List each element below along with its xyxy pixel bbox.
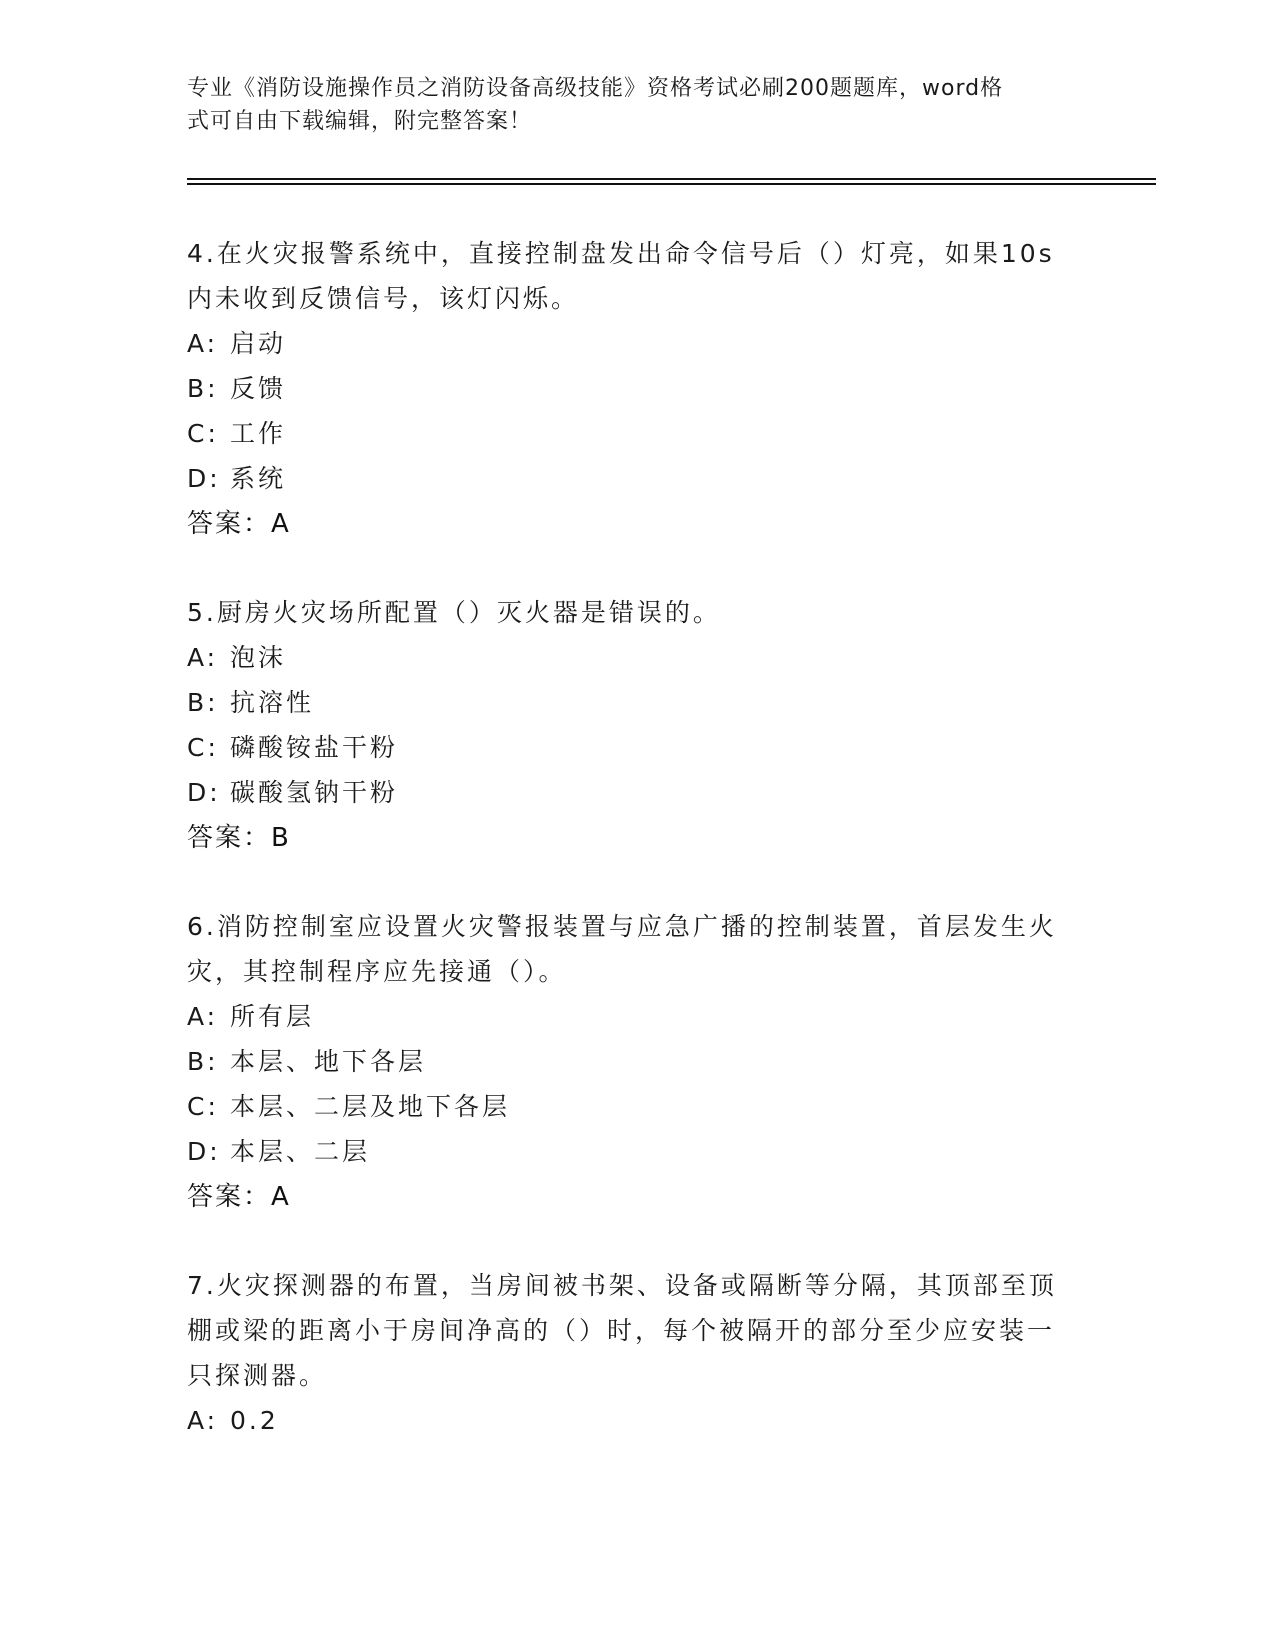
answer-line: 答案：A [187,509,291,539]
option-key: B: [187,1047,219,1076]
option-b [187,366,1087,411]
answer-line: 答案：A [187,1182,291,1212]
option-key: B: [187,688,219,717]
option-text: 启动 [230,329,287,358]
option-key: C: [187,1092,219,1121]
question-stem: 5.厨房火灾场所配置（）灭火器是错误的。 [187,598,721,627]
question-item [187,904,1087,1221]
question-item [187,231,1087,548]
option-d [187,456,1087,501]
option-text: 反馈 [230,374,287,403]
option-key: B: [187,374,219,403]
question-stem: 7.火灾探测器的布置，当房间被书架、设备或隔断等分隔，其顶部至顶棚或梁的距离小于房间净高的（）时，每个被隔开的部分至少应安装一只探测器。 [187,1271,1057,1390]
option-c [187,411,1087,456]
option-key: D: [187,464,221,493]
option-key: A: [187,329,219,358]
option-text: 磷酸铵盐干粉 [230,733,399,762]
option-text: 工作 [230,419,287,448]
option-c [187,725,1087,770]
question-list [187,231,1087,1485]
option-d [187,1129,1087,1174]
option-key: D: [187,1137,221,1166]
option-a [187,994,1087,1039]
option-text: 抗溶性 [230,688,315,717]
option-key: C: [187,733,219,762]
option-text: 本层、地下各层 [230,1047,427,1076]
option-text: 0.2 [230,1406,279,1435]
option-key: C: [187,419,219,448]
option-a [187,321,1087,366]
option-text: 泡沫 [230,643,287,672]
option-text: 碳酸氢钠干粉 [230,778,399,807]
answer-line: 答案：B [187,823,291,853]
header-divider-top [187,178,1156,180]
option-text: 本层、二层及地下各层 [230,1092,511,1121]
option-a [187,1398,1087,1443]
option-key: A: [187,643,219,672]
question-item [187,1263,1087,1443]
option-b [187,1039,1087,1084]
question-stem: 6.消防控制室应设置火灾警报装置与应急广播的控制装置，首层发生火灾，其控制程序应先接通（）。 [187,912,1057,986]
question-item [187,590,1087,862]
option-d [187,770,1087,815]
option-text: 所有层 [230,1002,315,1031]
option-key: A: [187,1002,219,1031]
header-line-2: 式可自由下载编辑，附完整答案！ [187,109,533,134]
option-a [187,635,1087,680]
option-b [187,680,1087,725]
question-stem: 4.在火灾报警系统中，直接控制盘发出命令信号后（）灯亮，如果10s内未收到反馈信号，该灯闪烁。 [187,239,1055,313]
option-key: D: [187,778,221,807]
option-key: A: [187,1406,219,1435]
document-header [187,72,1067,138]
option-text: 系统 [230,464,287,493]
option-text: 本层、二层 [230,1137,371,1166]
header-divider-bottom [187,183,1156,185]
header-line-1: 专业《消防设施操作员之消防设备高级技能》资格考试必刷200题题库，word格 [187,76,1004,101]
option-c [187,1084,1087,1129]
